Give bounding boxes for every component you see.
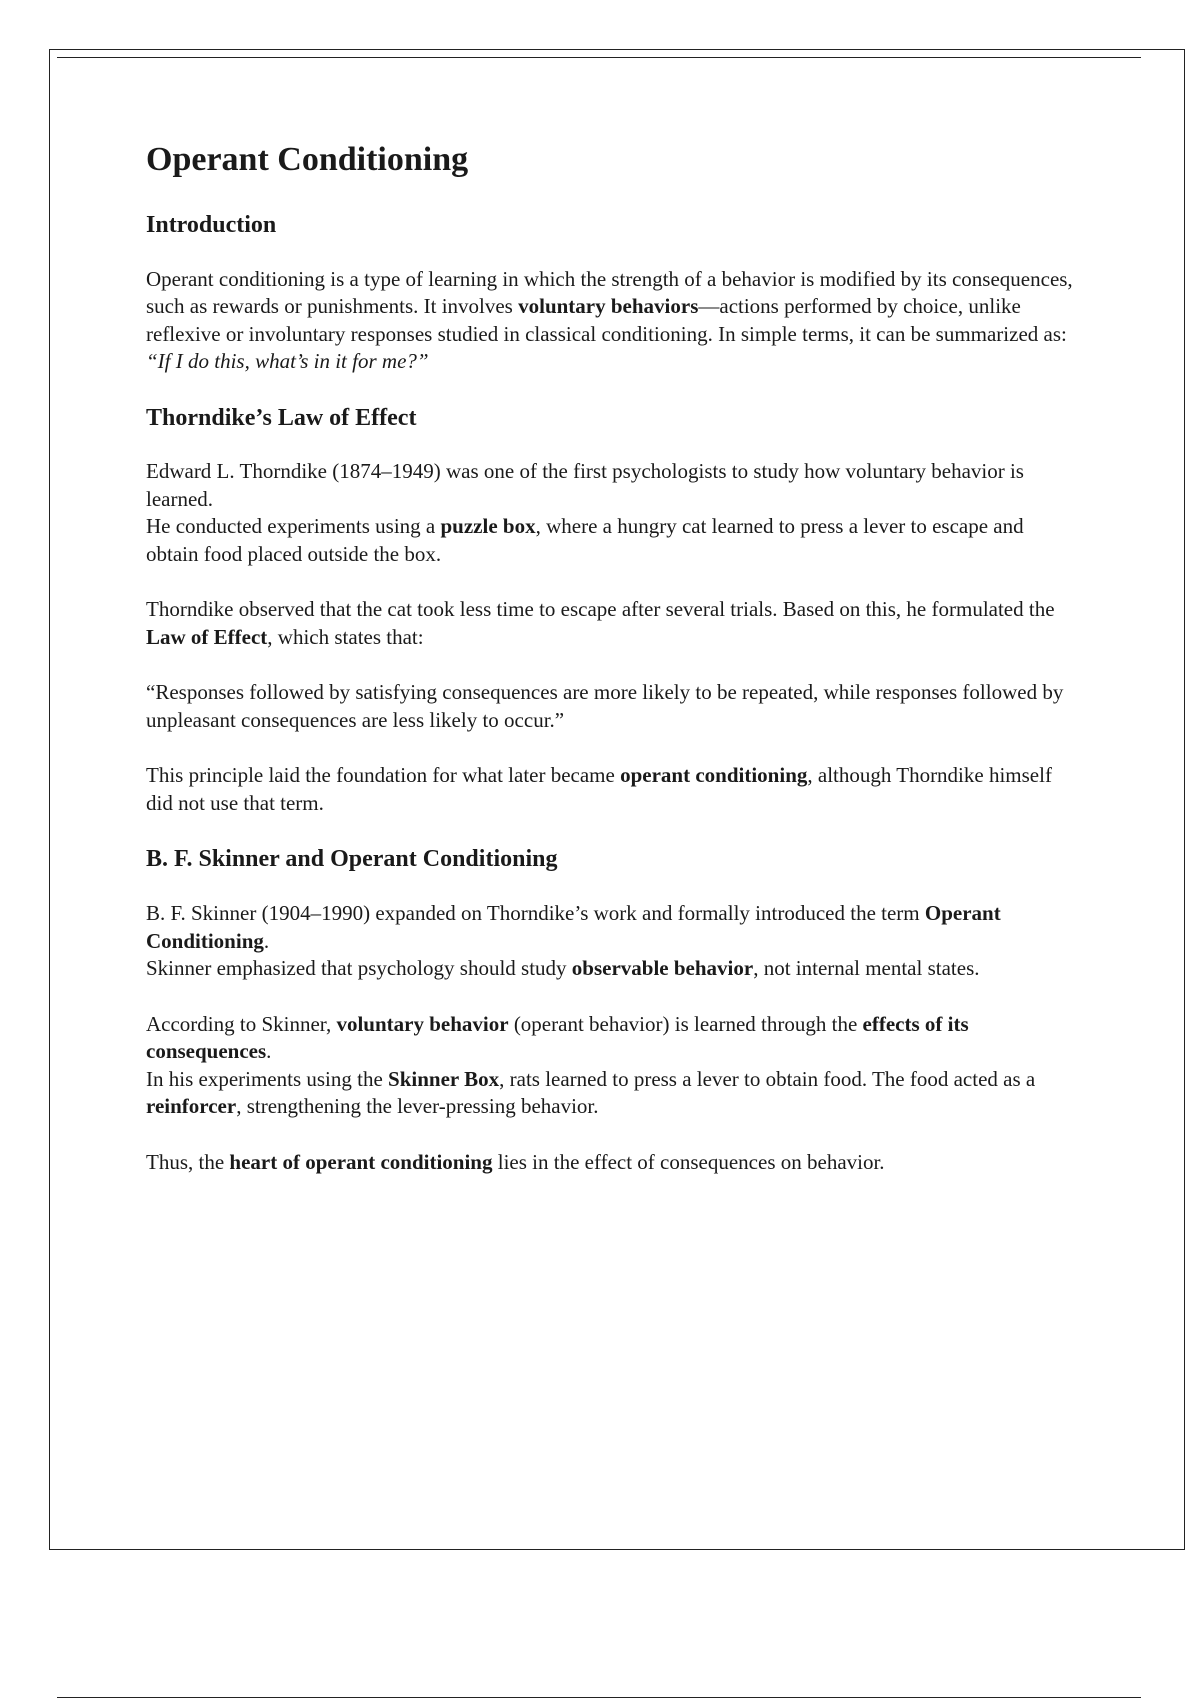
skinner-paragraph-5: Thus, the heart of operant conditioning lies in the effect of consequences on behavior.: [146, 1149, 885, 1174]
thorndike-paragraph-3: Thorndike observed that the cat took less time to escape after several trials. Based on this, he formulated the Law of Effect, which states that:: [146, 597, 1055, 649]
thorndike-paragraph-5: This principle laid the foundation for what later became operant conditioning, although Thorndike himself did not use that term.: [146, 763, 1052, 815]
skinner-paragraph-2: Skinner emphasized that psychology should study observable behavior, not internal mental states.: [146, 956, 980, 981]
skinner-paragraph-1: B. F. Skinner (1904–1990) expanded on Thorndike’s work and formally introduced the term Operant Conditioning.: [146, 901, 1001, 953]
intro-paragraph: Operant conditioning is a type of learning in which the strength of a behavior is modified by its consequences, such as rewards or punishments. It involves voluntary behaviors—actions performed by choice, unlike reflexive or involuntary responses studied in classical conditioning. In simple terms, it can be summarized as: “If I do this, what’s in it for me?”: [146, 266, 1073, 374]
law-of-effect-quote: “Responses followed by satisfying consequences are more likely to be repeated, while responses followed by unpleasant consequences are less likely to occur.”: [146, 680, 1064, 732]
thorndike-paragraph-1: Edward L. Thorndike (1874–1949) was one of the first psychologists to study how voluntary behavior is learned.: [146, 459, 1024, 511]
document-body: [146, 140, 1081, 1176]
section-heading-skinner: B. F. Skinner and Operant Conditioning: [146, 846, 558, 873]
skinner-paragraph-3: According to Skinner, voluntary behavior (operant behavior) is learned through the effects of its consequences.: [146, 1011, 969, 1064]
thorndike-paragraph-2: He conducted experiments using a puzzle box, where a hungry cat learned to press a lever to escape and obtain food placed outside the box.: [146, 514, 1024, 566]
section-heading-thorndike: Thorndike’s Law of Effect: [146, 404, 417, 431]
page-title: Operant Conditioning: [146, 141, 469, 178]
footer-rule: [57, 1697, 1141, 1698]
skinner-paragraph-4: In his experiments using the Skinner Box, rats learned to press a lever to obtain food. The food acted as a reinforcer, strengthening the lever-pressing behavior.: [146, 1066, 1036, 1119]
header-rule: [57, 57, 1141, 58]
section-heading-introduction: Introduction: [146, 211, 277, 238]
